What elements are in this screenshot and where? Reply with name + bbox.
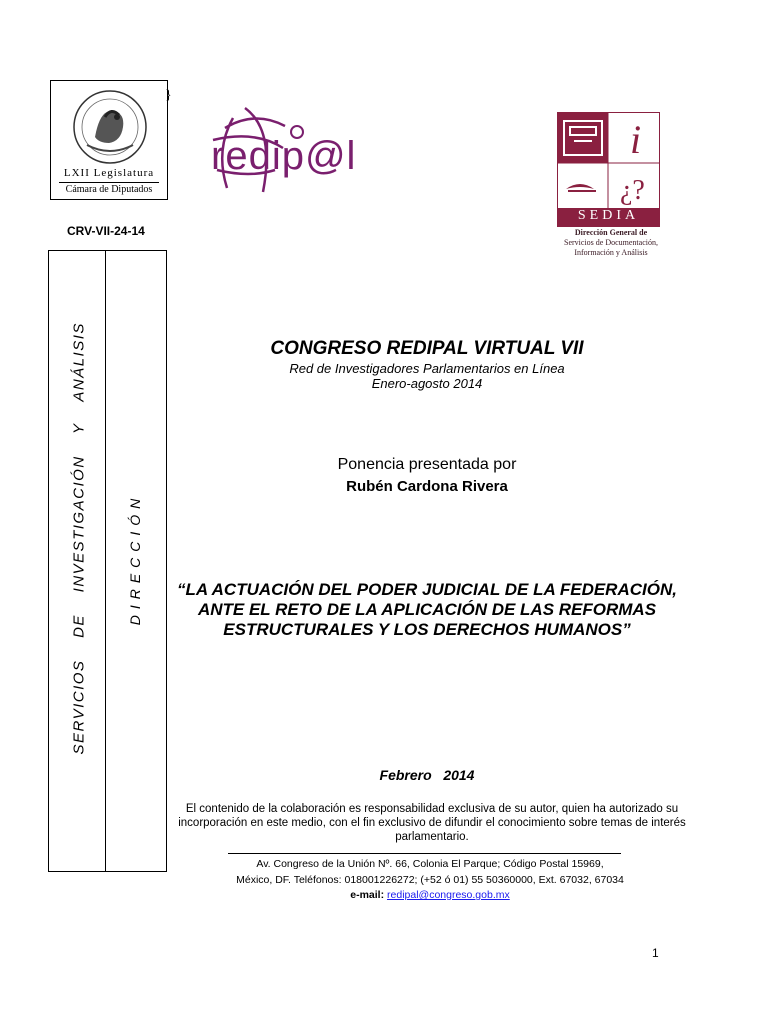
footer-divider <box>228 853 621 854</box>
seal-legislature-label: LXII Legislatura <box>63 167 155 179</box>
svg-text:i: i <box>630 117 642 162</box>
publication-date: Febrero 2014 <box>379 767 475 783</box>
direction-vertical-label: DIRECCIÓN <box>127 492 143 626</box>
congress-title: CONGRESO REDIPAL VIRTUAL VII <box>270 338 584 359</box>
document-code: CRV-VII-24-14 <box>67 224 145 238</box>
seal-chamber-label: Cámara de Diputados <box>65 184 153 195</box>
address-line-1: Av. Congreso de la Unión Nº. 66, Colonia El Parque; Código Postal 15969, <box>256 858 604 870</box>
email-line <box>180 889 680 901</box>
sedia-caption-line-3: Información y Análisis <box>574 248 648 257</box>
congress-dates: Enero-agosto 2014 <box>371 376 483 391</box>
author-name: Rubén Cardona Rivera <box>346 478 508 495</box>
sedia-caption <box>555 228 667 258</box>
sedia-logo <box>557 112 660 227</box>
sedia-logo-text: SEDIA <box>577 208 640 223</box>
page-number: 1 <box>652 946 659 960</box>
sedia-caption-line-1: Dirección General de <box>574 228 648 237</box>
presented-by-label: Ponencia presentada por <box>337 456 517 473</box>
seal-divider <box>59 182 159 183</box>
sidebar-band-services <box>48 250 106 872</box>
redipal-logo-text: redip@l <box>211 134 357 178</box>
email-label: e-mail: <box>350 889 388 901</box>
disclaimer-text: El contenido de la colaboración es responsabilidad exclusiva de su autor, quien ha autorizado su incorporación en este medio, con el fin exclusivo de difundir el conocimiento sobre temas de interés parlamentario. <box>178 803 686 843</box>
address-line-2: México, DF. Teléfonos: 018001226272; (+52 ó 01) 55 50360000, Ext. 67032, 67034 <box>236 874 624 886</box>
eagle-seal-icon <box>65 87 155 167</box>
svg-text:¿?: ¿? <box>620 175 645 206</box>
legislature-seal <box>50 80 168 200</box>
sidebar-band-direction <box>105 250 167 872</box>
email-link[interactable]: redipal@congreso.gob.mx <box>387 889 510 901</box>
network-subtitle: Red de Investigadores Parlamentarios en Línea <box>289 361 565 376</box>
stray-character: } <box>165 88 172 103</box>
paper-title: “LA ACTUACIÓN DEL PODER JUDICIAL DE LA FEDERACIÓN, ANTE EL RETO DE LA APLICACIÓN DE LAS REFORMAS ESTRUCTURALES Y LOS DERECHOS HUMANOS” <box>177 580 677 639</box>
services-vertical-label: SERVICIOS DE INVESTIGACIÓN Y ANÁLISIS <box>70 322 88 755</box>
sedia-caption-line-2: Servicios de Documentación, <box>564 238 658 247</box>
redipal-logo <box>205 100 395 205</box>
